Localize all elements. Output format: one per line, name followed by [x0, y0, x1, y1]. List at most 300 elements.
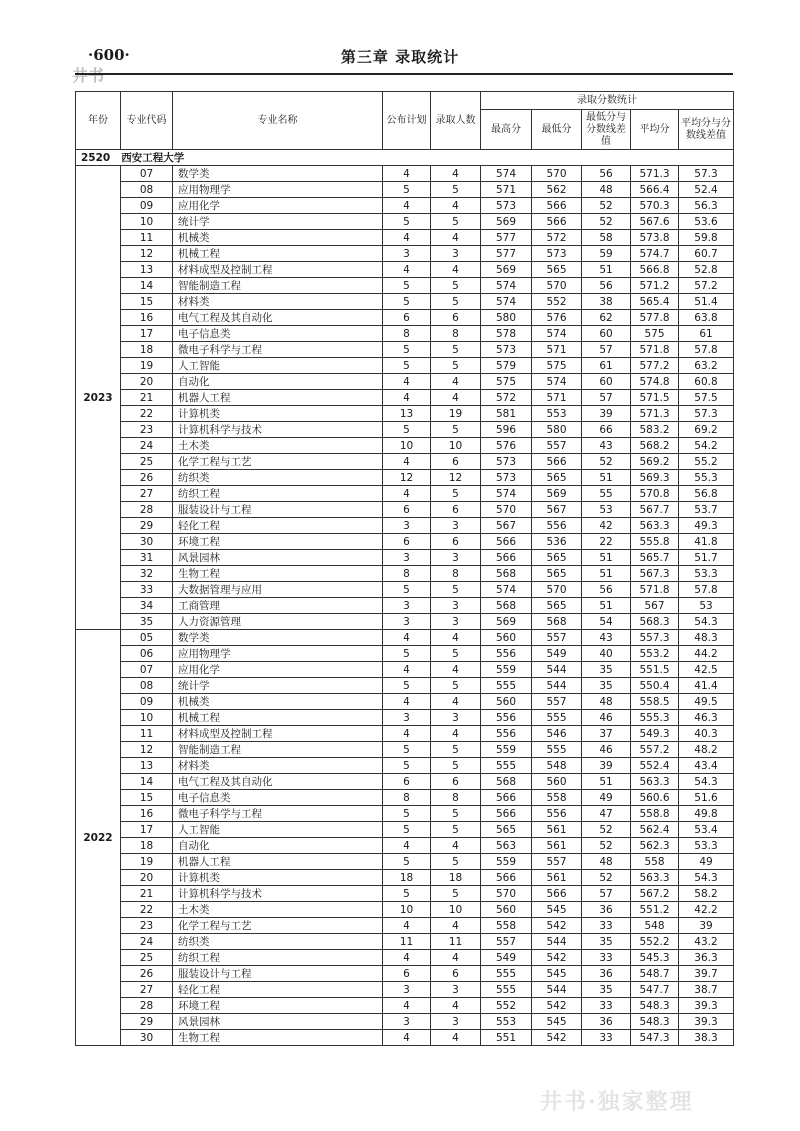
- avg-diff: 49.8: [679, 806, 734, 822]
- plan-count: 4: [383, 998, 431, 1014]
- major-code: 21: [121, 886, 173, 902]
- plan-count: 18: [383, 870, 431, 886]
- min-score: 565: [532, 262, 582, 278]
- major-name: 人工智能: [173, 822, 383, 838]
- major-name: 数学类: [173, 166, 383, 182]
- max-score: 565: [481, 822, 532, 838]
- min-score: 542: [532, 1030, 582, 1046]
- major-name: 智能制造工程: [173, 742, 383, 758]
- plan-count: 4: [383, 390, 431, 406]
- admitted-count: 8: [431, 566, 481, 582]
- min-diff: 35: [582, 678, 631, 694]
- table-row: [76, 198, 734, 214]
- school-name: 西安工程大学: [121, 151, 185, 164]
- avg-score: 558.5: [631, 694, 679, 710]
- avg-score: 548: [631, 918, 679, 934]
- max-score: 580: [481, 310, 532, 326]
- major-code: 24: [121, 934, 173, 950]
- avg-score: 571.8: [631, 582, 679, 598]
- min-score: 566: [532, 214, 582, 230]
- min-diff: 36: [582, 1014, 631, 1030]
- admitted-count: 3: [431, 710, 481, 726]
- major-name: 自动化: [173, 374, 383, 390]
- max-score: 559: [481, 854, 532, 870]
- major-code: 06: [121, 646, 173, 662]
- min-score: 552: [532, 294, 582, 310]
- min-diff: 56: [582, 278, 631, 294]
- major-code: 09: [121, 694, 173, 710]
- admitted-count: 4: [431, 390, 481, 406]
- avg-diff: 43.4: [679, 758, 734, 774]
- plan-count: 5: [383, 822, 431, 838]
- avg-diff: 49.3: [679, 518, 734, 534]
- avg-score: 548.3: [631, 998, 679, 1014]
- plan-count: 5: [383, 886, 431, 902]
- max-score: 569: [481, 614, 532, 630]
- avg-diff: 55.3: [679, 470, 734, 486]
- min-score: 544: [532, 934, 582, 950]
- plan-count: 5: [383, 678, 431, 694]
- major-code: 20: [121, 870, 173, 886]
- min-score: 570: [532, 278, 582, 294]
- min-score: 548: [532, 758, 582, 774]
- plan-count: 5: [383, 854, 431, 870]
- admitted-count: 18: [431, 870, 481, 886]
- min-score: 546: [532, 726, 582, 742]
- major-name: 计算机类: [173, 870, 383, 886]
- avg-score: 562.3: [631, 838, 679, 854]
- min-diff: 58: [582, 230, 631, 246]
- avg-score: 573.8: [631, 230, 679, 246]
- table-row: [76, 374, 734, 390]
- avg-diff: 54.2: [679, 438, 734, 454]
- max-score: 574: [481, 582, 532, 598]
- table-row: [76, 646, 734, 662]
- plan-count: 11: [383, 934, 431, 950]
- plan-count: 4: [383, 726, 431, 742]
- min-diff: 36: [582, 902, 631, 918]
- min-diff: 35: [582, 662, 631, 678]
- major-code: 12: [121, 742, 173, 758]
- avg-diff: 53.3: [679, 566, 734, 582]
- min-score: 565: [532, 566, 582, 582]
- admitted-count: 5: [431, 294, 481, 310]
- avg-score: 571.3: [631, 406, 679, 422]
- major-code: 23: [121, 918, 173, 934]
- avg-score: 569.2: [631, 454, 679, 470]
- plan-count: 13: [383, 406, 431, 422]
- min-score: 558: [532, 790, 582, 806]
- major-code: 28: [121, 998, 173, 1014]
- table-row: [76, 278, 734, 294]
- max-score: 569: [481, 262, 532, 278]
- admitted-count: 8: [431, 790, 481, 806]
- admitted-count: 6: [431, 310, 481, 326]
- max-score: 570: [481, 502, 532, 518]
- max-score: 566: [481, 534, 532, 550]
- max-score: 566: [481, 550, 532, 566]
- avg-score: 553.2: [631, 646, 679, 662]
- major-code: 32: [121, 566, 173, 582]
- major-code: 25: [121, 454, 173, 470]
- avg-score: 552.4: [631, 758, 679, 774]
- avg-score: 555.3: [631, 710, 679, 726]
- table-row: [76, 662, 734, 678]
- major-code: 18: [121, 838, 173, 854]
- school-row: [76, 150, 734, 166]
- table-row: [76, 230, 734, 246]
- header-min: 最低分: [532, 110, 582, 150]
- max-score: 581: [481, 406, 532, 422]
- major-code: 26: [121, 966, 173, 982]
- major-name: 材料成型及控制工程: [173, 726, 383, 742]
- plan-count: 8: [383, 790, 431, 806]
- avg-diff: 41.8: [679, 534, 734, 550]
- plan-count: 5: [383, 806, 431, 822]
- major-code: 35: [121, 614, 173, 630]
- admitted-count: 5: [431, 342, 481, 358]
- avg-score: 551.5: [631, 662, 679, 678]
- min-diff: 22: [582, 534, 631, 550]
- max-score: 560: [481, 902, 532, 918]
- major-name: 微电子科学与工程: [173, 342, 383, 358]
- avg-diff: 55.2: [679, 454, 734, 470]
- max-score: 567: [481, 518, 532, 534]
- avg-score: 566.8: [631, 262, 679, 278]
- min-diff: 51: [582, 262, 631, 278]
- min-diff: 53: [582, 502, 631, 518]
- major-code: 17: [121, 326, 173, 342]
- max-score: 558: [481, 918, 532, 934]
- max-score: 555: [481, 678, 532, 694]
- admitted-count: 11: [431, 934, 481, 950]
- avg-score: 571.8: [631, 342, 679, 358]
- table-row: [76, 870, 734, 886]
- min-score: 536: [532, 534, 582, 550]
- max-score: 551: [481, 1030, 532, 1046]
- avg-score: 577.8: [631, 310, 679, 326]
- admitted-count: 4: [431, 166, 481, 182]
- avg-diff: 56.8: [679, 486, 734, 502]
- min-score: 557: [532, 854, 582, 870]
- header-avg: 平均分: [631, 110, 679, 150]
- avg-score: 560.6: [631, 790, 679, 806]
- plan-count: 12: [383, 470, 431, 486]
- major-name: 工商管理: [173, 598, 383, 614]
- table-row: [76, 902, 734, 918]
- table-row: [76, 566, 734, 582]
- year-cell: 2022: [76, 630, 121, 1046]
- plan-count: 5: [383, 182, 431, 198]
- avg-score: 547.3: [631, 1030, 679, 1046]
- admitted-count: 12: [431, 470, 481, 486]
- table-row: [76, 694, 734, 710]
- table-row: [76, 1014, 734, 1030]
- avg-diff: 61: [679, 326, 734, 342]
- avg-score: 558: [631, 854, 679, 870]
- max-score: 573: [481, 342, 532, 358]
- major-code: 14: [121, 278, 173, 294]
- plan-count: 3: [383, 1014, 431, 1030]
- header-avg-diff: 平均分与分数线差值: [679, 110, 734, 150]
- min-diff: 46: [582, 710, 631, 726]
- major-code: 29: [121, 1014, 173, 1030]
- avg-score: 577.2: [631, 358, 679, 374]
- plan-count: 5: [383, 214, 431, 230]
- header-plan: 公布计划: [383, 92, 431, 150]
- admission-table: [75, 91, 734, 1046]
- max-score: 573: [481, 470, 532, 486]
- table-row: [76, 1030, 734, 1046]
- avg-score: 568.3: [631, 614, 679, 630]
- chapter-title: 第三章 录取统计: [340, 48, 460, 66]
- admitted-count: 5: [431, 422, 481, 438]
- avg-score: 570.3: [631, 198, 679, 214]
- min-diff: 56: [582, 582, 631, 598]
- min-score: 544: [532, 662, 582, 678]
- admitted-count: 8: [431, 326, 481, 342]
- admitted-count: 5: [431, 758, 481, 774]
- table-row: [76, 486, 734, 502]
- admitted-count: 4: [431, 838, 481, 854]
- min-score: 542: [532, 998, 582, 1014]
- header-rule: [75, 73, 733, 75]
- admitted-count: 5: [431, 358, 481, 374]
- min-diff: 35: [582, 982, 631, 998]
- plan-count: 4: [383, 630, 431, 646]
- plan-count: 4: [383, 198, 431, 214]
- major-name: 土木类: [173, 438, 383, 454]
- plan-count: 4: [383, 454, 431, 470]
- admitted-count: 3: [431, 246, 481, 262]
- major-name: 化学工程与工艺: [173, 454, 383, 470]
- min-score: 568: [532, 614, 582, 630]
- avg-diff: 63.8: [679, 310, 734, 326]
- plan-count: 6: [383, 310, 431, 326]
- major-name: 计算机科学与技术: [173, 886, 383, 902]
- min-score: 557: [532, 630, 582, 646]
- admitted-count: 4: [431, 726, 481, 742]
- admitted-count: 5: [431, 182, 481, 198]
- major-code: 29: [121, 518, 173, 534]
- avg-diff: 57.3: [679, 406, 734, 422]
- max-score: 579: [481, 358, 532, 374]
- admitted-count: 4: [431, 950, 481, 966]
- table-row: [76, 614, 734, 630]
- bottom-watermark: 井书·独家整理: [540, 1089, 694, 1115]
- max-score: 566: [481, 806, 532, 822]
- header-admitted: 录取人数: [431, 92, 481, 150]
- plan-count: 6: [383, 502, 431, 518]
- major-name: 机械类: [173, 230, 383, 246]
- avg-score: 567.7: [631, 502, 679, 518]
- avg-diff: 56.3: [679, 198, 734, 214]
- avg-diff: 49.5: [679, 694, 734, 710]
- min-score: 569: [532, 486, 582, 502]
- plan-count: 3: [383, 614, 431, 630]
- avg-diff: 69.2: [679, 422, 734, 438]
- major-code: 13: [121, 758, 173, 774]
- min-diff: 52: [582, 214, 631, 230]
- avg-diff: 42.5: [679, 662, 734, 678]
- avg-score: 567.2: [631, 886, 679, 902]
- table-row: [76, 246, 734, 262]
- avg-diff: 52.8: [679, 262, 734, 278]
- table-row: [76, 518, 734, 534]
- plan-count: 5: [383, 278, 431, 294]
- avg-score: 574.8: [631, 374, 679, 390]
- major-name: 轻化工程: [173, 518, 383, 534]
- min-diff: 38: [582, 294, 631, 310]
- major-name: 风景园林: [173, 1014, 383, 1030]
- admitted-count: 4: [431, 998, 481, 1014]
- min-diff: 56: [582, 166, 631, 182]
- avg-score: 568.2: [631, 438, 679, 454]
- table-row: [76, 934, 734, 950]
- min-score: 557: [532, 438, 582, 454]
- max-score: 559: [481, 662, 532, 678]
- page-number: ·600·: [88, 46, 130, 64]
- major-code: 09: [121, 198, 173, 214]
- admitted-count: 4: [431, 1030, 481, 1046]
- min-score: 574: [532, 374, 582, 390]
- plan-count: 6: [383, 774, 431, 790]
- min-diff: 33: [582, 950, 631, 966]
- major-code: 23: [121, 422, 173, 438]
- avg-diff: 57.8: [679, 582, 734, 598]
- table-row: [76, 342, 734, 358]
- min-diff: 52: [582, 454, 631, 470]
- avg-diff: 57.2: [679, 278, 734, 294]
- min-diff: 48: [582, 182, 631, 198]
- table-row: [76, 966, 734, 982]
- table-row: [76, 534, 734, 550]
- major-name: 生物工程: [173, 566, 383, 582]
- major-name: 材料成型及控制工程: [173, 262, 383, 278]
- max-score: 572: [481, 390, 532, 406]
- admitted-count: 5: [431, 278, 481, 294]
- avg-diff: 57.3: [679, 166, 734, 182]
- max-score: 566: [481, 870, 532, 886]
- min-score: 556: [532, 806, 582, 822]
- max-score: 555: [481, 982, 532, 998]
- avg-score: 570.8: [631, 486, 679, 502]
- avg-diff: 57.5: [679, 390, 734, 406]
- plan-count: 6: [383, 966, 431, 982]
- major-name: 计算机科学与技术: [173, 422, 383, 438]
- avg-diff: 39: [679, 918, 734, 934]
- major-name: 人工智能: [173, 358, 383, 374]
- major-code: 10: [121, 710, 173, 726]
- table-row: [76, 886, 734, 902]
- avg-diff: 40.3: [679, 726, 734, 742]
- avg-diff: 52.4: [679, 182, 734, 198]
- major-code: 13: [121, 262, 173, 278]
- min-score: 571: [532, 342, 582, 358]
- avg-diff: 53.6: [679, 214, 734, 230]
- max-score: 549: [481, 950, 532, 966]
- admitted-count: 5: [431, 582, 481, 598]
- avg-diff: 42.2: [679, 902, 734, 918]
- min-score: 561: [532, 838, 582, 854]
- major-code: 19: [121, 358, 173, 374]
- table-row: [76, 406, 734, 422]
- major-name: 机器人工程: [173, 390, 383, 406]
- min-score: 572: [532, 230, 582, 246]
- avg-score: 571.2: [631, 278, 679, 294]
- avg-diff: 39.3: [679, 1014, 734, 1030]
- avg-score: 557.2: [631, 742, 679, 758]
- avg-diff: 38.3: [679, 1030, 734, 1046]
- avg-score: 562.4: [631, 822, 679, 838]
- plan-count: 4: [383, 950, 431, 966]
- avg-diff: 44.2: [679, 646, 734, 662]
- max-score: 556: [481, 726, 532, 742]
- plan-count: 10: [383, 438, 431, 454]
- min-diff: 49: [582, 790, 631, 806]
- avg-diff: 51.7: [679, 550, 734, 566]
- admitted-count: 6: [431, 454, 481, 470]
- major-code: 18: [121, 342, 173, 358]
- major-code: 27: [121, 982, 173, 998]
- min-diff: 52: [582, 822, 631, 838]
- major-code: 22: [121, 406, 173, 422]
- plan-count: 3: [383, 518, 431, 534]
- plan-count: 4: [383, 694, 431, 710]
- major-code: 15: [121, 790, 173, 806]
- major-name: 统计学: [173, 214, 383, 230]
- header-year: 年份: [76, 92, 121, 150]
- admitted-count: 5: [431, 806, 481, 822]
- major-code: 07: [121, 166, 173, 182]
- min-diff: 57: [582, 390, 631, 406]
- admitted-count: 4: [431, 262, 481, 278]
- major-name: 计算机类: [173, 406, 383, 422]
- min-diff: 55: [582, 486, 631, 502]
- major-code: 22: [121, 902, 173, 918]
- max-score: 556: [481, 646, 532, 662]
- plan-count: 5: [383, 582, 431, 598]
- avg-score: 547.7: [631, 982, 679, 998]
- admitted-count: 4: [431, 918, 481, 934]
- plan-count: 4: [383, 486, 431, 502]
- max-score: 552: [481, 998, 532, 1014]
- avg-score: 565.4: [631, 294, 679, 310]
- table-row: [76, 822, 734, 838]
- header-code: 专业代码: [121, 92, 173, 150]
- avg-score: 558.8: [631, 806, 679, 822]
- min-diff: 48: [582, 854, 631, 870]
- avg-diff: 54.3: [679, 614, 734, 630]
- min-diff: 52: [582, 870, 631, 886]
- min-diff: 39: [582, 406, 631, 422]
- plan-count: 4: [383, 838, 431, 854]
- min-score: 545: [532, 902, 582, 918]
- major-name: 服装设计与工程: [173, 502, 383, 518]
- avg-score: 545.3: [631, 950, 679, 966]
- table-row: [76, 838, 734, 854]
- major-code: 31: [121, 550, 173, 566]
- min-score: 573: [532, 246, 582, 262]
- plan-count: 8: [383, 566, 431, 582]
- major-name: 轻化工程: [173, 982, 383, 998]
- major-name: 应用物理学: [173, 646, 383, 662]
- max-score: 574: [481, 166, 532, 182]
- min-diff: 36: [582, 966, 631, 982]
- table-row: [76, 998, 734, 1014]
- max-score: 574: [481, 278, 532, 294]
- admitted-count: 19: [431, 406, 481, 422]
